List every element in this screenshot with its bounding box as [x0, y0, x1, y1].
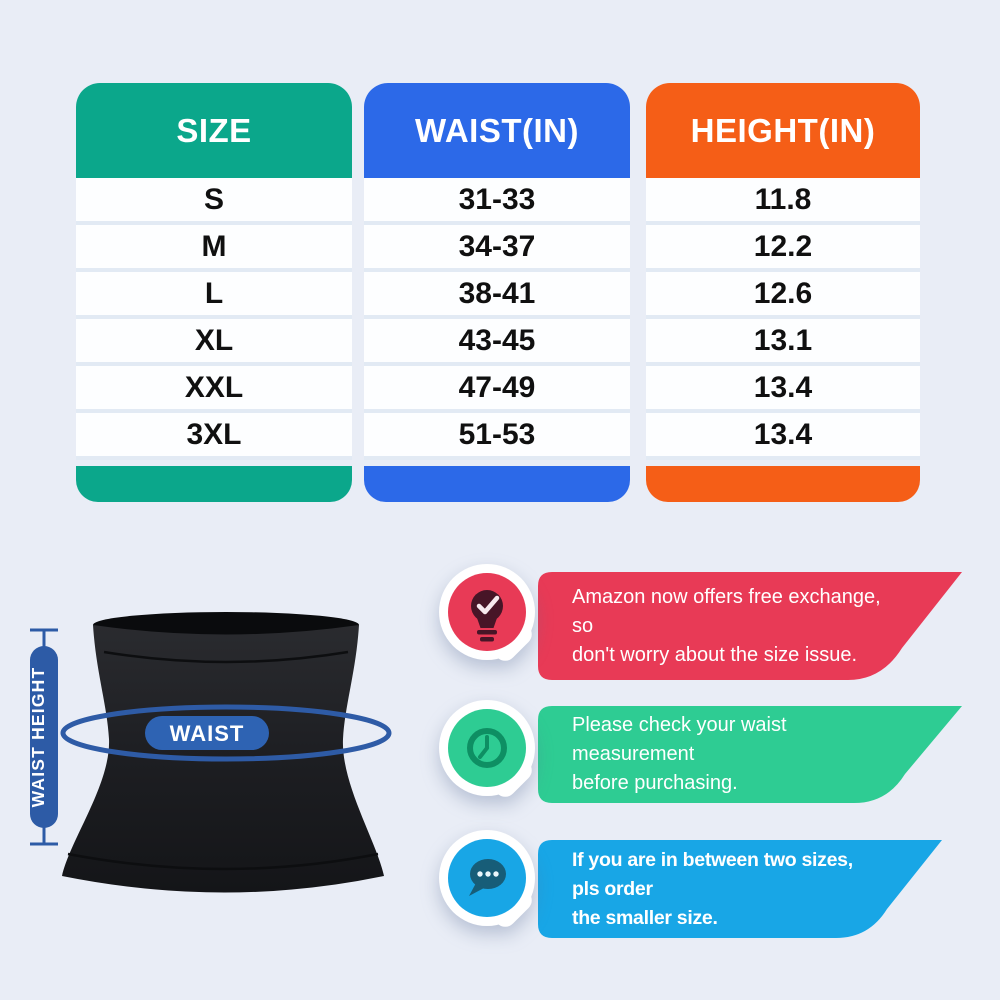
waist-trainer-illustration [8, 592, 448, 912]
height-cell: 13.4 [646, 366, 920, 413]
clock-icon [439, 700, 535, 796]
lightbulb-check-icon [439, 564, 535, 660]
size-cell: XXL [76, 366, 352, 413]
height-column [646, 83, 920, 502]
tip-line: Please check your waist measurement [572, 714, 787, 765]
waist-label: WAIST [169, 721, 245, 746]
tip-banner-measure [538, 706, 962, 803]
waist-cell: 47-49 [364, 366, 630, 413]
waist-column-footer-bar [364, 466, 630, 502]
clock-badge [439, 700, 535, 796]
tip-line: the smaller size. [572, 906, 718, 929]
height-cell: 12.6 [646, 272, 920, 319]
tip-line: If you are in between two sizes, pls order [572, 848, 853, 900]
chat-dots-icon [439, 830, 535, 926]
height-label: WAIST HEIGHT [28, 666, 48, 808]
tip-line: before purchasing. [572, 772, 738, 794]
waist-cell: 31-33 [364, 178, 630, 225]
waist-cell: 51-53 [364, 413, 630, 460]
lightbulb-badge [439, 564, 535, 660]
tip-line: don't worry about the size issue. [572, 643, 858, 666]
waist-column [364, 83, 630, 502]
tip-banner-between-sizes [538, 840, 942, 938]
size-column-footer-bar [76, 466, 352, 502]
height-cell: 11.8 [646, 178, 920, 225]
size-cell: M [76, 225, 352, 272]
column-header-waist: WAIST(IN) [364, 83, 630, 178]
tip-banner-exchange [538, 572, 962, 680]
waist-cell: 38-41 [364, 272, 630, 319]
height-cell: 12.2 [646, 225, 920, 272]
height-column-footer-bar [646, 466, 920, 502]
column-header-size: SIZE [76, 83, 352, 178]
chat-badge [439, 830, 535, 926]
waist-cell: 43-45 [364, 319, 630, 366]
size-cell: 3XL [76, 413, 352, 460]
column-header-height: HEIGHT(IN) [646, 83, 920, 178]
size-cell: L [76, 272, 352, 319]
height-cell: 13.1 [646, 319, 920, 366]
size-cell: S [76, 178, 352, 225]
height-cell: 13.4 [646, 413, 920, 460]
waist-cell: 34-37 [364, 225, 630, 272]
size-cell: XL [76, 319, 352, 366]
size-column [76, 83, 352, 502]
tip-line: Amazon now offers free exchange, so [572, 585, 881, 637]
